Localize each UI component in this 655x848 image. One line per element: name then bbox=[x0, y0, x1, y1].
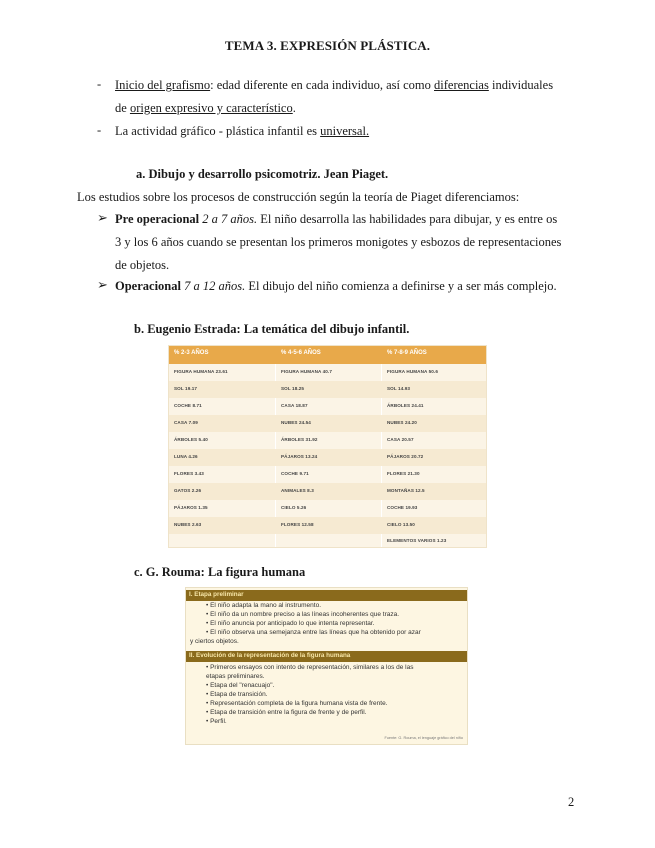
piaget-item-2 bbox=[115, 278, 557, 294]
table-cell: FIGURA HUMANA 40.7 bbox=[281, 369, 332, 374]
table-cell: MONTAÑAS 12.5 bbox=[387, 488, 425, 493]
table-header-row bbox=[169, 346, 486, 364]
table-cell: SOL 19.17 bbox=[174, 386, 198, 391]
section-c-heading: c. G. Rouma: La figura humana bbox=[134, 565, 306, 579]
table-cell: FLORES 21.30 bbox=[387, 471, 420, 476]
piaget-stage-age: 2 a 7 años. bbox=[202, 212, 258, 226]
table-cell: ÁRBOLES 31.92 bbox=[281, 437, 318, 442]
bullet-2-text: La actividad gráfico - plástica infantil es bbox=[115, 124, 321, 138]
figure-line: y ciertos objetos. bbox=[190, 638, 239, 645]
figure-header-2-text: II. Evolución de la representación de la figura humana bbox=[189, 652, 351, 659]
table-cell: COCHE 9.71 bbox=[281, 471, 309, 476]
section-b-heading: b. Eugenio Estrada: La temática del dibujo infantil. bbox=[134, 322, 410, 336]
table-cell: NUBES 2.63 bbox=[174, 522, 202, 527]
dash-bullet: - bbox=[97, 77, 102, 91]
figure-line: • El niño anuncia por anticipado lo que intenta representar. bbox=[206, 620, 375, 627]
table-row bbox=[169, 534, 486, 548]
bullet-2 bbox=[115, 123, 369, 139]
figure-line: • El niño da un nombre preciso a las líneas incoherentes que traza. bbox=[206, 611, 400, 618]
table-cell: CIELO 13.50 bbox=[387, 522, 415, 527]
bullet-1-line-2-start: de bbox=[115, 101, 130, 115]
table-cell: ÁRBOLES 24.41 bbox=[387, 403, 424, 408]
table-cell: PÁJAROS 13.24 bbox=[281, 454, 318, 459]
piaget-stage-name: Pre operacional bbox=[115, 212, 200, 226]
table-cell: ELEMENTOS VARIOS 1.23 bbox=[387, 538, 447, 543]
page-title: TEMA 3. EXPRESIÓN PLÁSTICA. bbox=[224, 38, 431, 53]
table-row bbox=[169, 449, 486, 466]
figure-header-2 bbox=[186, 651, 467, 662]
figure-credit: Fuente: G. Rouma, el lenguaje gráfico del niño bbox=[384, 736, 463, 740]
figure-line: • Primeros ensayos con intento de representación, similares a los de las bbox=[206, 664, 414, 671]
figure-line: • Representación completa de la figura humana vista de frente. bbox=[206, 700, 388, 707]
figure-line: • Etapa de transición entre la figura de frente y de perfil. bbox=[206, 709, 367, 716]
figure-header-1-text: I. Etapa preliminar bbox=[189, 591, 244, 598]
figure-header-1 bbox=[186, 590, 467, 601]
figure-line: • Perfil. bbox=[206, 718, 227, 725]
table-row bbox=[169, 398, 486, 415]
piaget-stage-desc: El dibujo del niño comienza a definirse y a ser más complejo. bbox=[245, 279, 557, 293]
table-row bbox=[169, 466, 486, 483]
table-row bbox=[169, 517, 486, 534]
piaget-item-1-line-3: de objetos. bbox=[115, 258, 170, 272]
table-cell: NUBES 24.20 bbox=[387, 420, 417, 425]
table-cell: FIGURA HUMANA 50.6 bbox=[387, 369, 438, 374]
table-cell: SOL 14.93 bbox=[387, 386, 411, 391]
table-cell: GATOS 2.26 bbox=[174, 488, 202, 493]
table-cell: CIELO 5.26 bbox=[281, 505, 307, 510]
rouma-figure-image bbox=[185, 587, 468, 745]
table-header-cell: % 4-5-6 AÑOS bbox=[281, 350, 321, 356]
figure-line: etapas preliminares. bbox=[206, 673, 265, 680]
bullet-1-text: : edad diferente en cada individuo, así como bbox=[210, 78, 435, 92]
piaget-stage-desc: El niño desarrolla las habilidades para dibujar, y es entre os bbox=[257, 212, 558, 226]
table-header-cell: % 2-3 AÑOS bbox=[174, 350, 209, 356]
figure-line: • El niño adapta la mano al instrumento. bbox=[206, 602, 322, 609]
table-cell: ANIMALES 8.3 bbox=[281, 488, 314, 493]
table-row bbox=[169, 381, 486, 398]
table-cell: FLORES 12.58 bbox=[281, 522, 314, 527]
arrow-bullet-icon: ➢ bbox=[97, 210, 108, 225]
bullet-1-underlined: diferencias bbox=[434, 78, 489, 92]
table-row bbox=[169, 432, 486, 449]
page-number: 2 bbox=[568, 795, 575, 809]
figure-line: • Etapa de transición. bbox=[206, 691, 268, 698]
bullet-1-term: Inicio del grafismo bbox=[115, 78, 211, 92]
bullet-1-line-2-end: . bbox=[292, 101, 296, 115]
dash-bullet: - bbox=[97, 123, 102, 137]
section-a-intro: Los estudios sobre los procesos de construcción según la teoría de Piaget diferenciamos: bbox=[77, 190, 520, 204]
table-row bbox=[169, 500, 486, 517]
bullet-1-line-1 bbox=[115, 77, 553, 93]
table-cell: SOL 18.25 bbox=[281, 386, 305, 391]
arrow-bullet-icon: ➢ bbox=[97, 277, 108, 292]
table-row bbox=[169, 483, 486, 500]
table-row bbox=[169, 415, 486, 432]
bullet-1-line-2 bbox=[115, 100, 296, 116]
table-cell: PÁJAROS 20.72 bbox=[387, 454, 424, 459]
table-cell: CASA 18.87 bbox=[281, 403, 308, 408]
figure-line: • Etapa del "renacuajo". bbox=[206, 682, 275, 689]
table-cell: CASA 20.57 bbox=[387, 437, 414, 442]
piaget-stage-age: 7 a 12 años. bbox=[184, 279, 246, 293]
bullet-1-line-2-underlined: origen expresivo y característico bbox=[129, 101, 293, 115]
table-cell: FIGURA HUMANA 23.61 bbox=[174, 369, 228, 374]
section-a-heading: a. Dibujo y desarrollo psicomotriz. Jean Piaget. bbox=[136, 167, 389, 181]
table-cell: ÁRBOLES 5.40 bbox=[174, 437, 208, 442]
piaget-item-1-line-2: 3 y los 6 años cuando se presentan los primeros monigotes y esbozos de representaciones bbox=[115, 235, 562, 249]
table-cell: PÁJAROS 1.35 bbox=[174, 505, 208, 510]
piaget-item-1-line-1 bbox=[115, 211, 557, 227]
table-header-cell: % 7-8-9 AÑOS bbox=[387, 350, 427, 356]
table-cell: COCHE 19.93 bbox=[387, 505, 418, 510]
table-cell: COCHE 8.71 bbox=[174, 403, 202, 408]
table-cell: NUBES 24.54 bbox=[281, 420, 311, 425]
piaget-stage-name: Operacional bbox=[115, 279, 181, 293]
figure-line: • El niño observa una semejanza entre las líneas que ha obtenido por azar bbox=[206, 629, 421, 636]
estrada-table-image bbox=[168, 345, 487, 548]
table-cell: FLORES 3.43 bbox=[174, 471, 204, 476]
bullet-2-underlined: universal. bbox=[320, 124, 370, 138]
table-cell: CASA 7.09 bbox=[174, 420, 198, 425]
table-row bbox=[169, 364, 486, 381]
bullet-1-text-end: individuales bbox=[488, 78, 554, 92]
table-cell: LUNA 4.26 bbox=[174, 454, 198, 459]
